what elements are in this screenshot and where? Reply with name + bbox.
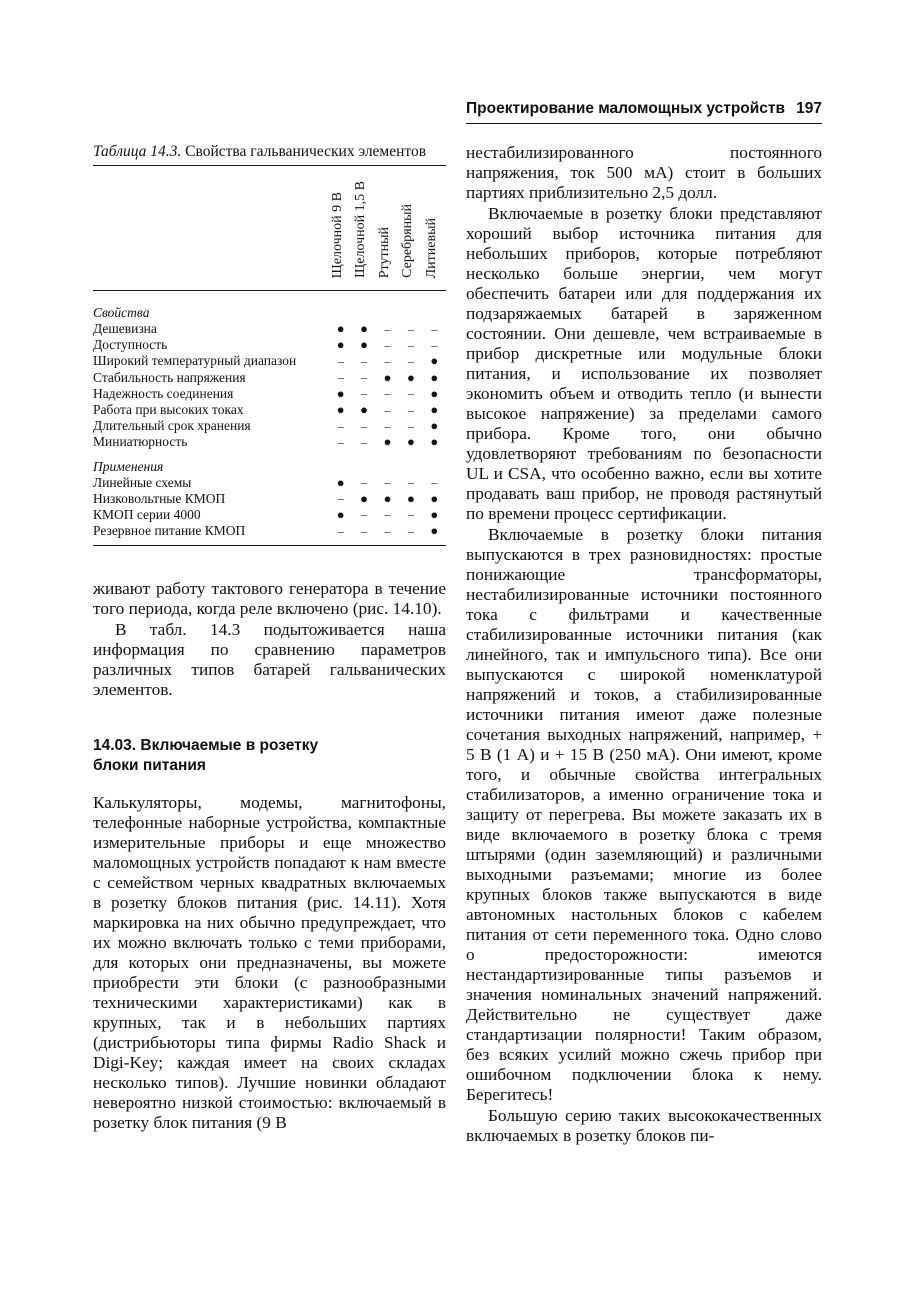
table-row <box>93 418 446 434</box>
header-title: Проектирование маломощных устройств <box>466 100 786 117</box>
table-cell: – <box>431 475 438 490</box>
column-header: Серебряный <box>400 204 415 278</box>
table-cell: – <box>384 418 391 433</box>
table-caption-label: Таблица 14.3. <box>93 143 182 160</box>
table-cell: – <box>384 337 391 352</box>
table-cell: ● <box>360 402 369 418</box>
table-header-rule <box>93 290 446 291</box>
paragraph: Включаемые в розетку блоки представляют хороший выбор источника питания для небольших приборов, которые потребляют несколько больше энергии, чем могут обеспечить батареи или для поддержания их подзаряжаемых батарей в заряженном состоянии. Они дешевле, чем встраиваемые в прибор дискретные или модульные блоки питания, и использование их позволяет экономить объем и отводить тепло (и вынести высокое напряжение) за пределами самого прибора. Кроме того, они обычно удовлетворяют требованиям по безопасности UL и CSA, что особенно важно, если вы хотите продавать ваш прибор, не проводя растянутый по времени процесс сертификации. <box>466 204 822 523</box>
table-cell: ● <box>336 321 345 337</box>
row-label: Резервное питание КМОП <box>93 523 246 539</box>
table-cell: ● <box>430 369 439 385</box>
table-cell: – <box>337 418 344 433</box>
row-label: Линейные схемы <box>93 474 192 490</box>
paragraph: В табл. 14.3 подытоживается наша информация по сравнению параметров различных типов батарей гальванических элементов. <box>93 620 446 700</box>
column-header: Щелочной 9 В <box>330 191 345 278</box>
table-cell: ● <box>406 490 415 506</box>
table-cell: – <box>431 337 438 352</box>
row-label: Стабильность напряжения <box>93 369 246 385</box>
table-cell: ● <box>430 402 439 418</box>
table-cell: – <box>337 370 344 385</box>
page-number: 197 <box>796 100 822 117</box>
table-cell: – <box>361 523 368 538</box>
table-cell: – <box>407 402 414 417</box>
table-cell: ● <box>336 506 345 522</box>
paragraph: Включаемые в розетку блоки питания выпускаются в трех разновидностях: простые понижающие трансформаторы, нестабилизированные источники постоянного тока с фильтрами и качественные стабилизированные источники питания (как линейного, так и импульсного типа). Все они выпускаются с широкой номенклатурой напряжений и токов, а стабилизированные источники питания имеют даже полезные сочетания выходных напряжений, например, + 5 В (1 А) и + 15 В (250 мА). Они имеют, кроме того, и обычные свойства интегральных стабилизаторов, а именно ограничение тока и защиту от перегрева. Вы можете заказать их в виде включаемого в розетку блока с тремя штырями (один заземляющий) и различными выходными разъемами; многие из более крупных блоков также выпускаются в виде автономных настольных блоков с кабелем питания от сети переменного тока. Одно слово о предосторожности: имеются нестандартизированные типы разъемов и значения номинальных значений напряжений. Действительно не существует даже стандартизации полярности! Таким образом, без всяких усилий можно сжечь прибор при ошибочном подключении блока к нему. Берегитесь! <box>466 525 822 1104</box>
table-cell: ● <box>430 418 439 434</box>
table-column-headers <box>93 166 446 290</box>
table-cell: ● <box>430 523 439 539</box>
table-caption-text: Свойства гальванических элементов <box>181 143 427 160</box>
row-label: Работа при высоких токах <box>93 402 244 418</box>
row-label: Надежность соединения <box>93 385 234 401</box>
table-cell: – <box>407 523 414 538</box>
table-cell: – <box>337 434 344 449</box>
table-row <box>93 434 446 450</box>
table-cell: – <box>384 475 391 490</box>
table-cell: – <box>431 321 438 336</box>
paragraph: Калькуляторы, модемы, магнитофоны, телефонные наборные устройства, компактные измерительные приборы и еще множество маломощных устройств попадают к нам вместе с семейством черных квадратных включаемых в розетку блоков питания (рис. 14.11). Хотя маркировка на них обычно предупреждает, что их можно включать только с теми приборами, для которых они предназначены, вы можете приобрести эти блоки (с разнообразными техническими характеристиками) как в крупных, так и в небольших партиях (дистрибьюторы типа фирмы Radio Shack и Digi-Key; каждая имеет на своих складах несколько типов). Лучшие новинки обладают невероятно низкой стоимостью: включаемый в розетку блок питания (9 В <box>93 793 446 1133</box>
table-cell: – <box>407 337 414 352</box>
row-label: Низковольтные КМОП <box>93 490 226 506</box>
table-cell: ● <box>336 337 345 353</box>
properties-section-label: Свойства <box>93 305 150 320</box>
table-cell: – <box>384 353 391 368</box>
table-cell: ● <box>406 434 415 450</box>
table-caption <box>93 143 446 160</box>
table-cell: ● <box>406 369 415 385</box>
table-cell: ● <box>430 385 439 401</box>
table-row <box>93 491 446 507</box>
table-cell: – <box>361 370 368 385</box>
table-cell: – <box>384 321 391 336</box>
header-rule <box>466 123 822 124</box>
section-heading: 14.03. Включаемые в розетку блоки питания <box>93 737 319 775</box>
table-row <box>93 386 446 402</box>
table-cell: ● <box>336 474 345 490</box>
table-cell: – <box>407 386 414 401</box>
table-cell: – <box>337 353 344 368</box>
row-label: Широкий температурный диапазон <box>93 353 297 369</box>
column-header: Щелочной 1,5 В <box>353 181 368 278</box>
table-cell: – <box>361 475 368 490</box>
table-cell: – <box>407 321 414 336</box>
paragraph: нестабилизированного постоянного напряжения, ток 500 мА) стоит в больших партиях приблизительно 2,5 долл. <box>466 143 822 202</box>
table-cell: – <box>407 507 414 522</box>
table-cell: – <box>384 523 391 538</box>
row-label: Дешевизна <box>93 321 157 337</box>
table-cell: ● <box>383 369 392 385</box>
row-label: Доступность <box>93 337 168 353</box>
table-cell: – <box>337 523 344 538</box>
table-cell: ● <box>336 402 345 418</box>
table-row <box>93 337 446 353</box>
paragraph: Большую серию таких высококачественных включаемых в розетку блоков пи- <box>466 1106 822 1145</box>
table-cell: – <box>384 507 391 522</box>
table-cell: ● <box>430 434 439 450</box>
table-cell: – <box>384 402 391 417</box>
table-cell: ● <box>383 434 392 450</box>
table-row <box>93 507 446 523</box>
table-row <box>93 353 446 369</box>
table-cell: ● <box>383 490 392 506</box>
left-body <box>93 579 446 1133</box>
table-cell: – <box>361 434 368 449</box>
table-cell: ● <box>336 385 345 401</box>
running-header <box>466 100 822 118</box>
table-cell: ● <box>360 337 369 353</box>
table-row <box>93 523 446 539</box>
table-cell: – <box>361 386 368 401</box>
table-cell: ● <box>430 490 439 506</box>
table-cell: – <box>407 418 414 433</box>
table-cell: – <box>384 386 391 401</box>
properties-rows <box>93 321 446 451</box>
table-14-3 <box>93 143 446 546</box>
left-column <box>93 143 446 1133</box>
row-label: КМОП серии 4000 <box>93 506 201 522</box>
table-cell: – <box>361 353 368 368</box>
paragraph: живают работу тактового генератора в течение того периода, когда реле включено (рис. 14.10). <box>93 579 446 619</box>
table-cell: ● <box>430 353 439 369</box>
right-column <box>466 143 822 1146</box>
table-bottom-rule <box>93 545 446 546</box>
row-label: Длительный срок хранения <box>93 418 251 434</box>
table-cell: – <box>407 475 414 490</box>
row-label: Миниатюрность <box>93 434 188 450</box>
table-row <box>93 321 446 337</box>
table-row <box>93 402 446 418</box>
table-cell: – <box>361 418 368 433</box>
table-row <box>93 370 446 386</box>
table-cell: ● <box>430 506 439 522</box>
table-cell: – <box>361 507 368 522</box>
table-cell: ● <box>360 321 369 337</box>
applications-rows <box>93 475 446 540</box>
table-cell: ● <box>360 490 369 506</box>
table-row <box>93 475 446 491</box>
column-header: Литиевый <box>424 217 439 278</box>
applications-section-label: Применения <box>93 458 164 474</box>
table-cell: – <box>337 491 344 506</box>
column-header: Ртутный <box>377 226 392 278</box>
table-cell: – <box>407 353 414 368</box>
